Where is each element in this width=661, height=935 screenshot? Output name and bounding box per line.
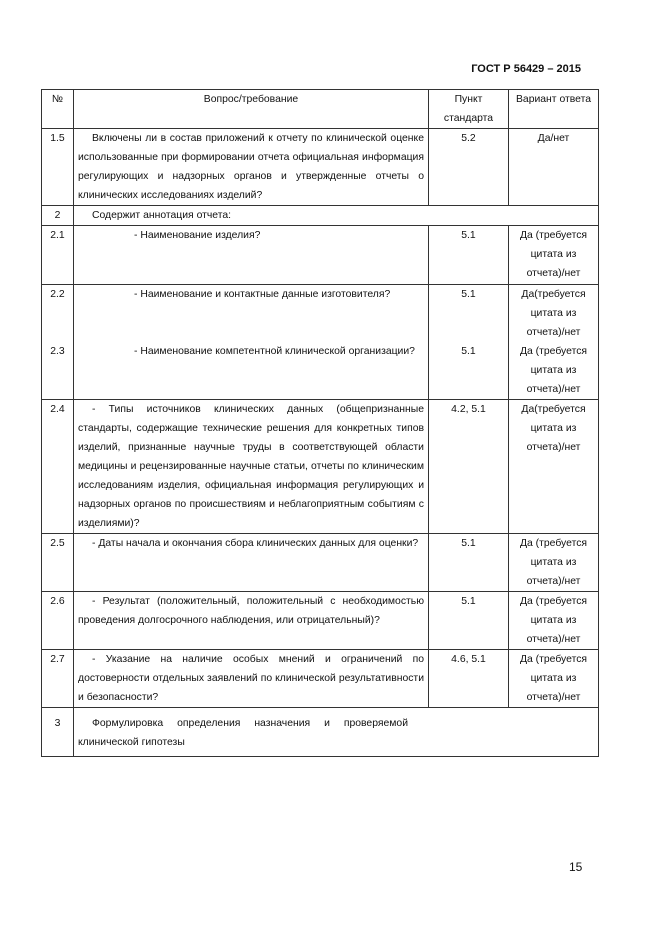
row-num: 2 bbox=[42, 206, 74, 226]
row-num: 2.6 bbox=[42, 592, 74, 650]
row-clause: 5.1 bbox=[429, 226, 509, 285]
table-header-row bbox=[42, 90, 599, 129]
table-row bbox=[42, 708, 599, 757]
table-row bbox=[42, 400, 599, 534]
row-clause: 4.6, 5.1 bbox=[429, 650, 509, 708]
header-num: № bbox=[42, 90, 74, 129]
row-clause-group bbox=[429, 285, 509, 400]
row-num: 2.7 bbox=[42, 650, 74, 708]
header-answer: Вариант ответа bbox=[509, 90, 599, 129]
row-answer: Да (требуется цитата из отчета)/нет bbox=[509, 650, 599, 708]
row-answer: Да (требуется цитата из отчета)/нет bbox=[509, 534, 599, 592]
row-num: 2.2 bbox=[50, 289, 65, 300]
row-question: - Указание на наличие особых мнений и ограничений по достоверности отдельных заявлений по клинической результативности и безопасности? bbox=[74, 650, 429, 708]
table-row bbox=[42, 650, 599, 708]
row-clause: 5.1 bbox=[461, 289, 476, 300]
requirements-table bbox=[41, 89, 599, 757]
row-answer-group bbox=[509, 285, 599, 400]
row-question: - Типы источников клинических данных (общепризнанные стандарты, содержащие технические решения для конкретных типов изделий, признанные научные труды в соответствующей области медицины и рецензированные научные статьи, отчеты по клиническим исследованиям изделия, официальная информация регулирующих и надзорных органов по происшествиям и неблагоприятным событиям с изделиями)? bbox=[74, 400, 429, 534]
row-answer: Да (требуется цитата из отчета)/нет bbox=[509, 592, 599, 650]
row-answer: Да(требуется цитата из отчета)/нет bbox=[521, 289, 586, 338]
row-question: Включены ли в состав приложений к отчету по клинической оценке использованные при формировании отчета официальная информация регулирующих и надзорных органов и утвержденные отчеты о клинических исследованиях изделий? bbox=[74, 129, 429, 206]
row-question: - Наименование компетентной клинической организации? bbox=[134, 346, 415, 357]
row-answer: Да(требуется цитата из отчета)/нет bbox=[509, 400, 599, 534]
row-num-group bbox=[42, 285, 74, 400]
row-clause: 5.2 bbox=[429, 129, 509, 206]
row-num: 2.1 bbox=[42, 226, 74, 285]
row-question-group bbox=[74, 285, 429, 400]
row-question: - Результат (положительный, положительный с необходимостью проведения долгосрочного наблюдения, или отрицательный)? bbox=[74, 592, 429, 650]
row-question: Содержит аннотация отчета: bbox=[74, 206, 599, 226]
row-clause: 5.1 bbox=[429, 592, 509, 650]
header-clause: Пункт стандарта bbox=[429, 90, 509, 129]
row-clause: 4.2, 5.1 bbox=[429, 400, 509, 534]
row-clause: 5.1 bbox=[461, 346, 476, 357]
header-question: Вопрос/требование bbox=[74, 90, 429, 129]
row-num: 2.3 bbox=[50, 346, 65, 357]
row-question: - Даты начала и окончания сбора клинических данных для оценки? bbox=[74, 534, 429, 592]
table-row bbox=[42, 592, 599, 650]
row-question: Формулировка определения назначения и проверяемой клинической гипотезы bbox=[74, 708, 599, 757]
row-answer: Да (требуется цитата из отчета)/нет bbox=[509, 226, 599, 285]
standard-designation: ГОСТ Р 56429 – 2015 bbox=[471, 63, 581, 75]
row-answer: Да (требуется цитата из отчета)/нет bbox=[519, 346, 588, 395]
table-row bbox=[42, 285, 599, 400]
row-num: 2.5 bbox=[42, 534, 74, 592]
row-num: 2.4 bbox=[42, 400, 74, 534]
row-num: 3 bbox=[42, 708, 74, 757]
row-answer: Да/нет bbox=[509, 129, 599, 206]
row-question: - Наименование и контактные данные изготовителя? bbox=[134, 289, 391, 300]
table-row bbox=[42, 226, 599, 285]
table-row bbox=[42, 534, 599, 592]
table-row bbox=[42, 206, 599, 226]
page-number: 15 bbox=[569, 860, 583, 874]
table-row bbox=[42, 129, 599, 206]
row-num: 1.5 bbox=[42, 129, 74, 206]
row-clause: 5.1 bbox=[429, 534, 509, 592]
row-question: - Наименование изделия? bbox=[74, 226, 429, 285]
